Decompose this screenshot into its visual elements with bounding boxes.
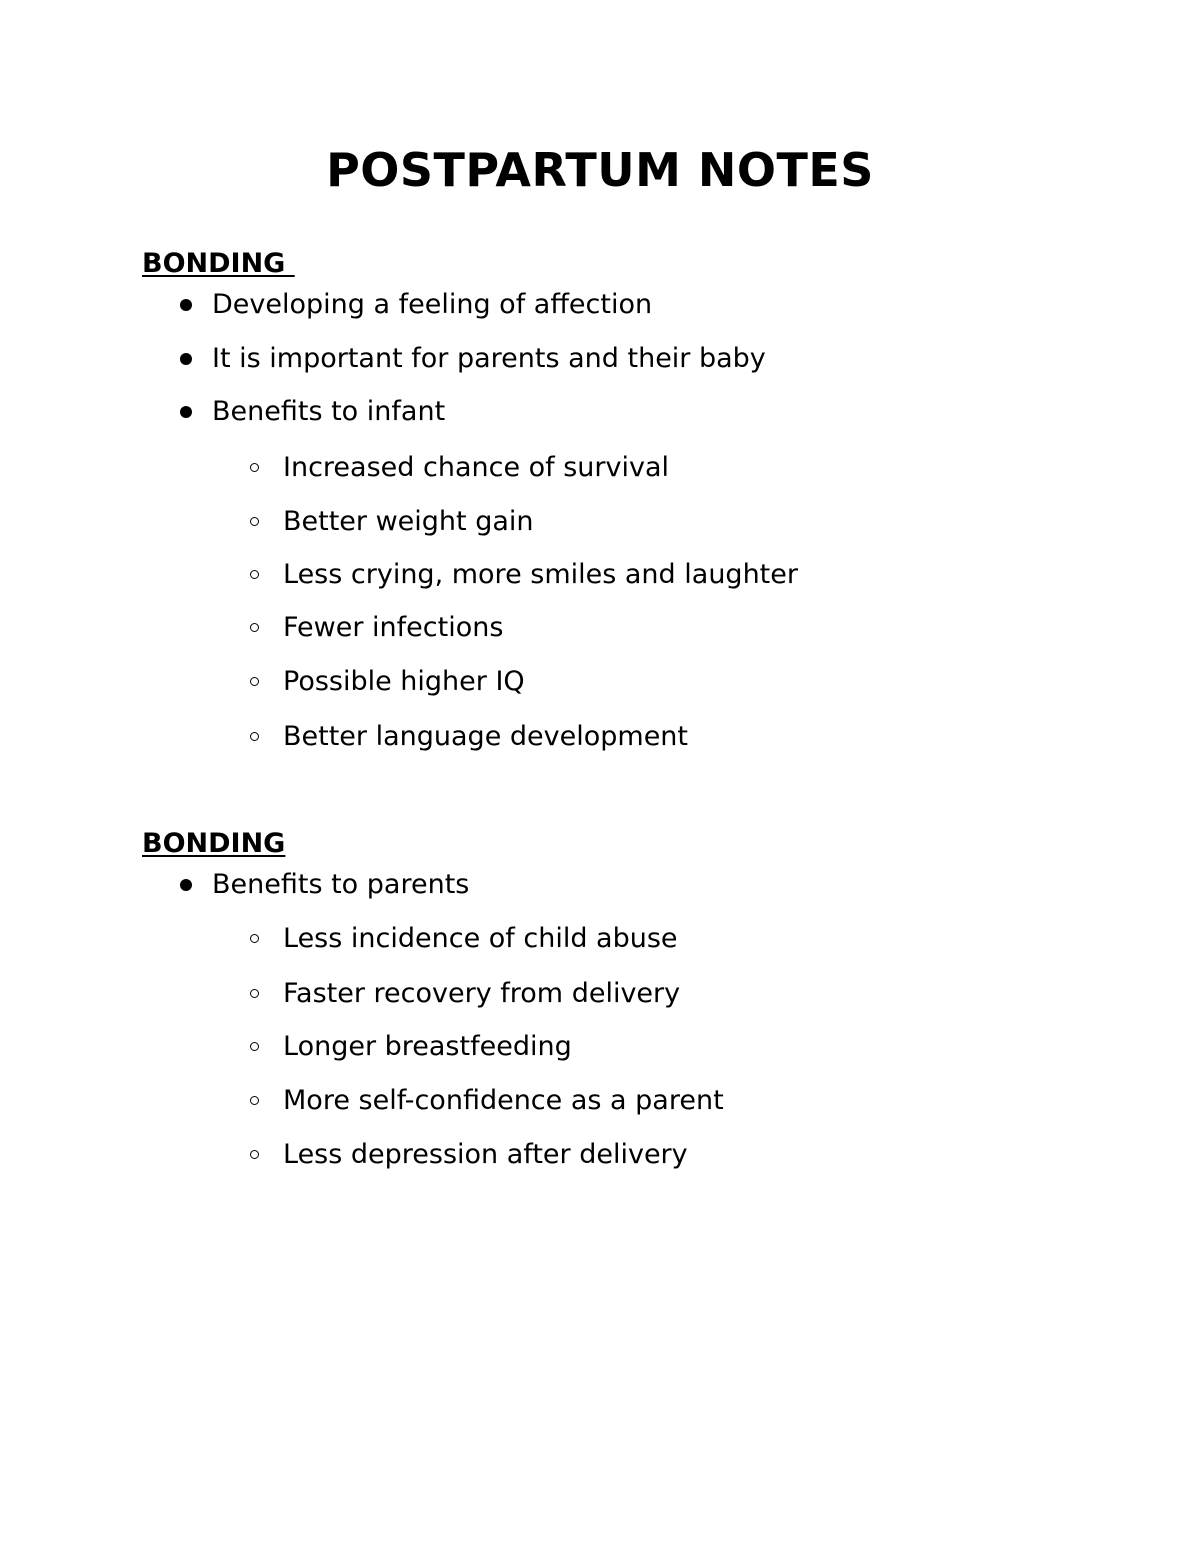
list-item-text: Possible higher IQ — [283, 666, 525, 697]
list-item-text: Better language development — [283, 721, 688, 752]
list-item — [212, 288, 652, 322]
list-item — [283, 922, 678, 956]
list-item-text: Less incidence of child abuse — [283, 923, 678, 954]
list-item-text: Faster recovery from delivery — [283, 978, 681, 1009]
hollow-bullet-icon — [250, 1150, 259, 1159]
list-item — [212, 868, 469, 902]
section-heading-bonding-1: BONDING — [142, 248, 295, 279]
list-item — [283, 558, 798, 592]
hollow-bullet-icon — [250, 732, 259, 741]
hollow-bullet-icon — [250, 677, 259, 686]
hollow-bullet-icon — [250, 1042, 259, 1051]
list-item-text: Benefits to parents — [212, 869, 470, 900]
filled-bullet-icon — [180, 353, 192, 365]
hollow-bullet-icon — [250, 1096, 259, 1105]
section-heading-bonding-2: BONDING — [142, 828, 286, 859]
filled-bullet-icon — [180, 299, 192, 311]
hollow-bullet-icon — [250, 623, 259, 632]
list-item — [283, 977, 680, 1011]
list-item-text: Better weight gain — [283, 506, 534, 537]
list-item-text: Longer breastfeeding — [283, 1031, 572, 1062]
hollow-bullet-icon — [250, 517, 259, 526]
list-item — [212, 395, 445, 429]
list-item — [283, 451, 669, 485]
list-item-text: Benefits to infant — [212, 396, 446, 427]
list-item — [283, 611, 503, 645]
list-item — [283, 1030, 572, 1064]
hollow-bullet-icon — [250, 989, 259, 998]
hollow-bullet-icon — [250, 570, 259, 579]
filled-bullet-icon — [180, 879, 192, 891]
list-item-text: Fewer infections — [283, 612, 504, 643]
list-item — [283, 1084, 724, 1118]
list-item — [283, 505, 534, 539]
list-item-text: It is important for parents and their baby — [212, 343, 766, 374]
hollow-bullet-icon — [250, 463, 259, 472]
list-item-text: Less depression after delivery — [283, 1139, 688, 1170]
list-item — [283, 1138, 688, 1172]
list-item-text: More self-confidence as a parent — [283, 1085, 724, 1116]
hollow-bullet-icon — [250, 934, 259, 943]
list-item-text: Less crying, more smiles and laughter — [283, 559, 798, 590]
document-title: POSTPARTUM NOTES — [326, 143, 874, 197]
filled-bullet-icon — [180, 406, 192, 418]
list-item — [283, 720, 688, 754]
list-item — [283, 665, 525, 699]
list-item-text: Developing a feeling of affection — [212, 289, 653, 320]
list-item — [212, 342, 766, 376]
list-item-text: Increased chance of survival — [283, 452, 670, 483]
